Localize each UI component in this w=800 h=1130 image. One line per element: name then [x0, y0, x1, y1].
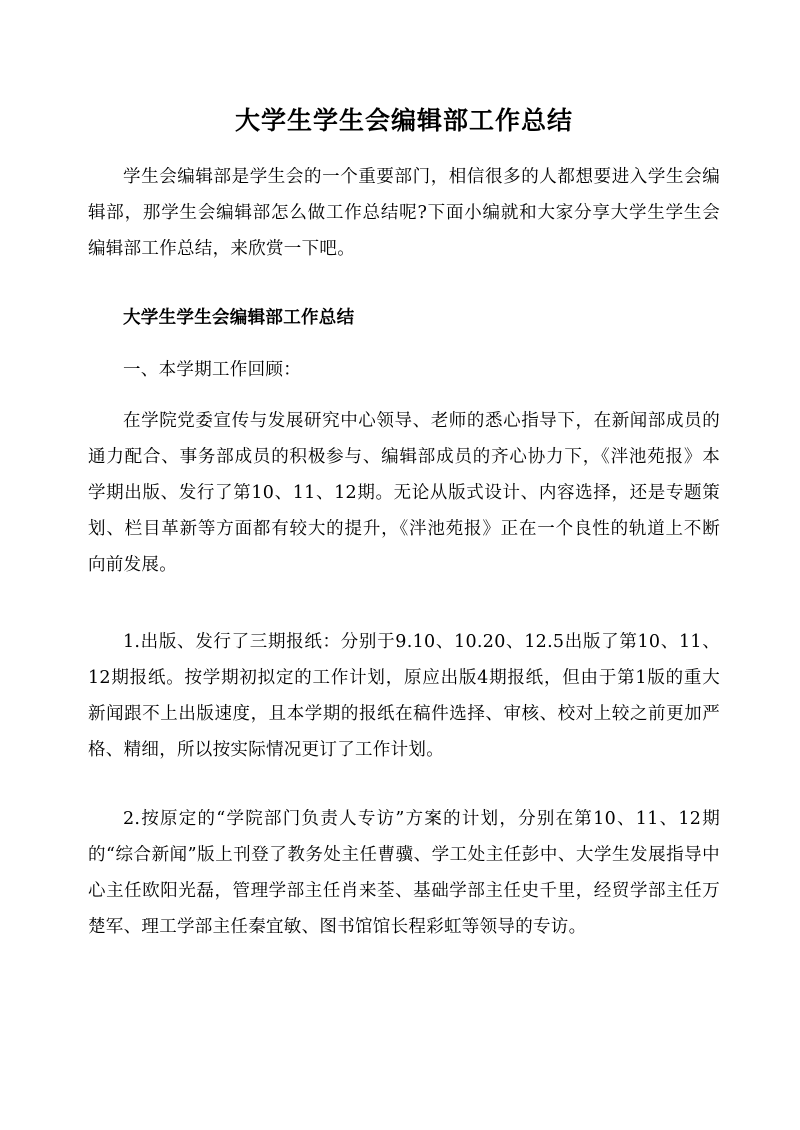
list-item-interviews: 2.按原定的“学院部门负责人专访”方案的计划，分别在第10、11、12期的“综合新闻”版上刊登了教务处主任曹骥、学工处主任彭中、大学生发展指导中心主任欧阳光磊，管理学部主任肖来荃、基础学部主任史千里，经贸学部主任万楚军、理工学部主任秦宜敏、图书馆馆长程彩虹等领导的专访。 [88, 809, 720, 937]
intro-paragraph: 学生会编辑部是学生会的一个重要部门，相信很多的人都想要进入学生会编辑部，那学生会编辑部怎么做工作总结呢?下面小编就和大家分享大学生学生会编辑部工作总结，来欣赏一下吧。 [88, 167, 720, 259]
section-subtitle: 大学生学生会编辑部工作总结 [123, 308, 355, 328]
document-title: 大学生学生会编辑部工作总结 [234, 106, 573, 135]
list-item-publishing: 1.出版、发行了三期报纸：分别于9.10、10.20、12.5出版了第10、11、12期报纸。按学期初拟定的工作计划，原应出版4期报纸，但由于第1版的重大新闻跟不上出版速度，且本学期的报纸在稿件选择、审核、校对上较之前更加严格、精细，所以按实际情况更订了工作计划。 [88, 632, 720, 760]
section-heading-review: 一、本学期工作回顾： [123, 360, 301, 380]
review-paragraph: 在学院党委宣传与发展研究中心领导、老师的悉心指导下，在新闻部成员的通力配合、事务部成员的积极参与、编辑部成员的齐心协力下，《泮池苑报》本学期出版、发行了第10、11、12期。无论从版式设计、内容选择，还是专题策划、栏目革新等方面都有较大的提升，《泮池苑报》正在一个良性的轨道上不断向前发展。 [88, 411, 720, 575]
